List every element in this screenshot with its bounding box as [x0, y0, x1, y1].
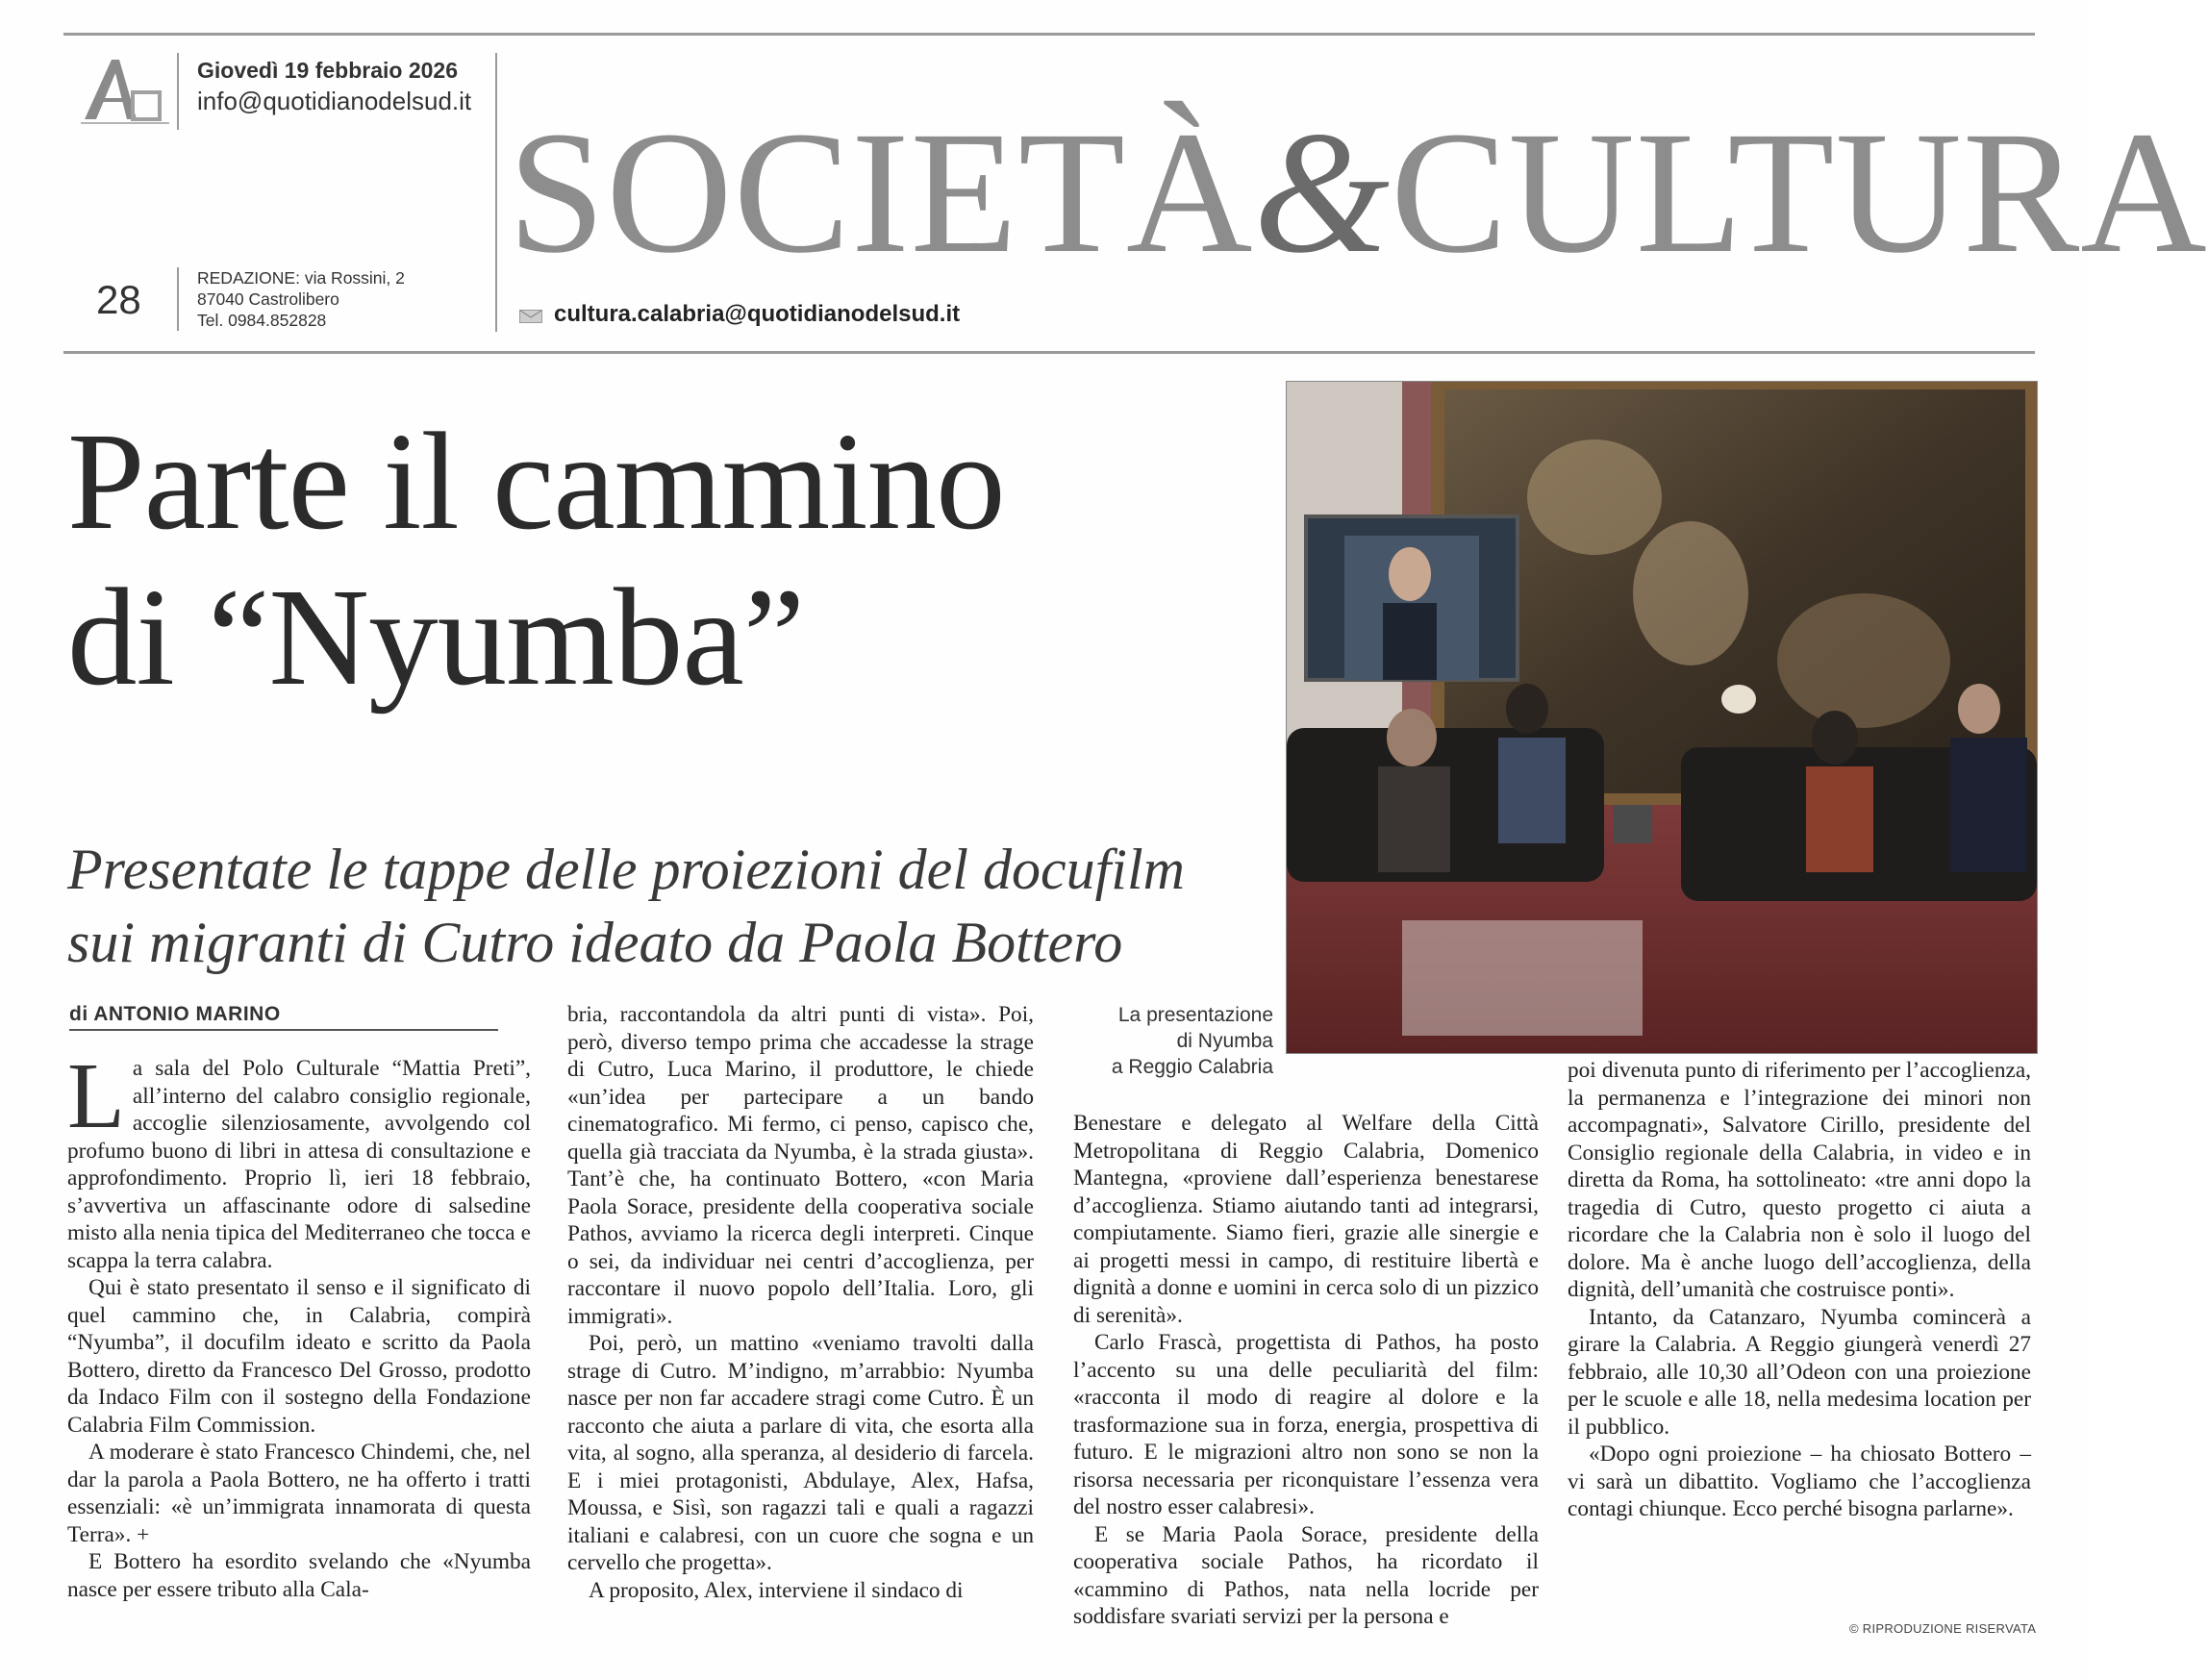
section-title-ampersand: &: [1253, 96, 1392, 289]
article-paragraph: bria, raccontandola da altri punti di vista». Poi, però, diverso tempo prima che accadesse la strage di Cutro, Luca Marino, il produttore, le chiede «un’idea per partecipare a un bando cinematografico. Mi fermo, ci penso, capisco che, quella già tracciata da Nyumba, è la strada giusta». Tant’è che, ha continuato Bottero, «con Maria Paola Sorace, presidente della cooperativa sociale Pathos, avviamo la ricerca degli interpreti. Cinque o sei, da individuar nei centri d’accoglienza, per raccontare il nuovo popolo dell’Italia. Loro, gli immigrati».: [567, 1002, 1034, 1329]
newspaper-email: info@quotidianodelsud.it: [197, 87, 472, 115]
article-photo: [1286, 381, 2038, 1054]
section-title-left: SOCIETÀ: [508, 96, 1254, 289]
subheadline-line-1: Presentate le tappe delle proiezioni del docufilm: [67, 838, 1185, 901]
byline-rule: [69, 1029, 498, 1031]
photo-caption: [1087, 1002, 1273, 1080]
header-vertical-rule-2: [177, 267, 179, 331]
article-paragraph: poi divenuta punto di riferimento per l’accoglienza, la permanenza e l’integrazione dei minori non accompagnati», Salvatore Cirillo, presidente del Consiglio regionale della Calabria, in video e in diretta da Roma, ha sottolineato: «tre anni dopo la tragedia di Cutro, questo progetto ci aiuta a ricordare che la Calabria non è solo il luogo del dolore. Ma è anche luogo dell’accoglienza, della dignità, dell’umanità che costruisce ponti».: [1568, 1058, 2031, 1302]
byline: di ANTONIO MARINO: [69, 1003, 281, 1025]
article-paragraph: «Dopo ogni proiezione – ha chiosato Bottero – vi sarà un dibattito. Vogliamo che l’accoglienza contagi chiunque. Ecco perché bisogna parlarne».: [1568, 1442, 2031, 1521]
header-bottom-rule: [63, 351, 2035, 354]
issue-date: Giovedì 19 febbraio 2026: [197, 58, 459, 83]
section-title: [508, 96, 2208, 289]
subheadline-line-2: sui migranti di Cutro ideato da Paola Bottero: [67, 911, 1123, 974]
paragraph-text: a sala del Polo Culturale “Mattia Preti”, all’interno del calabro consiglio regionale, accoglie silenziosamente, avvolgendo col profumo buono di libri in attesa di consultazione e approfondimento. Proprio lì, ieri 18 febbraio, s’avvertiva un affascinante odore di salsedine misto alla nenia tipica del Mediterraneo che tocca e scappa la terra calabra.: [67, 1056, 531, 1273]
caption-line-3: a Reggio Calabria: [1111, 1056, 1273, 1078]
article-paragraph: Intanto, da Catanzaro, Nyumba comincerà a girare la Calabria. A Reggio giungerà venerdì 27 febbraio, alle 10,30 all’Odeon con una proiezione per le scuole e alle 18, nella medesima location per il pubblico.: [1568, 1304, 2031, 1440]
drop-cap: L: [67, 1044, 125, 1148]
article-paragraph: A proposito, Alex, interviene il sindaco di: [589, 1577, 964, 1603]
article-column-1: [67, 1044, 531, 1603]
article-paragraph: [67, 1044, 531, 1274]
article-paragraph: E se Maria Paola Sorace, presidente della cooperativa sociale Pathos, ha ricordato il «cammino di Pathos, nata nella locride per soddisfare svariati servizi per la persona e: [1073, 1521, 1539, 1629]
redazione-block: [197, 267, 405, 331]
redazione-line-1: REDAZIONE: via Rossini, 2: [197, 268, 405, 288]
top-rule: [63, 33, 2035, 36]
article-column-4: [1568, 1057, 2031, 1523]
section-email: cultura.calabria@quotidianodelsud.it: [554, 301, 961, 327]
headline-line-1: Parte il cammino: [67, 405, 1005, 559]
headline-line-2: di “Nyumba”: [67, 561, 805, 715]
article-paragraph: Poi, però, un mattino «veniamo travolti dalla strage di Cutro. M’indigno, m’arrabbio: Nyumba nasce per non far accadere stragi come Cutro. È un racconto che aiuta a parlare di vita, che esorta alla vita, al sogno, alla speranza, al desiderio di farcela. E i miei protagonisti, Abdulaye, Alex, Hafsa, Moussa, e Sisì, son ragazzi tali e quali a ragazzi italiani e calabresi, con un cuore che sogna e un cervello che progetta».: [567, 1331, 1034, 1575]
article-paragraph: Qui è stato presentato il senso e il significato di quel cammino che, in Calabria, compirà “Nyumba”, il docufilm ideato e scritto da Paola Bottero, diretto da Francesco Del Grosso, prodotto da Indaco Film con il sostegno della Fondazione Calabria Film Commission.: [67, 1275, 531, 1438]
caption-line-1: La presentazione: [1117, 1004, 1273, 1026]
article-column-3: [1073, 1110, 1539, 1631]
subheadline: [67, 833, 1269, 979]
copyright-notice: © RIPRODUZIONE RISERVATA: [1849, 1621, 2037, 1636]
article-paragraph: Carlo Frascà, progettista di Pathos, ha posto l’accento su una delle peculiarità del film: «racconta il modo di reagire al dolore e la trasformazione sua in forza, energia, prospettiva di futuro. E le migrazioni altro non sono se non la risorsa necessaria per riconquistare l’essenza vera del nostro esser calabresi».: [1073, 1330, 1539, 1519]
section-title-right: CULTURA: [1391, 96, 2208, 289]
headline: [67, 404, 1260, 715]
article-paragraph: E Bottero ha esordito svelando che «Nyumba nasce per essere tributo alla Cala-: [67, 1549, 531, 1602]
redazione-line-3: Tel. 0984.852828: [197, 311, 327, 330]
header-vertical-rule-3: [495, 53, 497, 332]
caption-line-2: di Nyumba: [1176, 1030, 1273, 1052]
article-column-2: [567, 1001, 1034, 1604]
article-paragraph: Benestare e delegato al Welfare della Città Metropolitana di Reggio Calabria, Domenico Mantegna, «proviene dall’esperienza benestarese d’accoglienza. Stiamo aiutando tanti ad integrarsi, compiutamente. Siamo fieri, grazie alle sinergie e ai progetti messi in campo, di restituire libertà e dignità a donne e uomini in cerca solo di un pizzico di serenità».: [1073, 1111, 1539, 1328]
newspaper-logo-icon: [77, 50, 173, 127]
redazione-line-2: 87040 Castrolibero: [197, 289, 339, 309]
header-vertical-rule-1: [177, 53, 179, 130]
article-paragraph: A moderare è stato Francesco Chindemi, che, nel dar la parola a Paola Bottero, ne ha offerto i tratti essenziali: «è un’immigrata innamorata di questa Terra». +: [67, 1440, 531, 1547]
page-number: 28: [96, 277, 141, 322]
envelope-icon: [519, 310, 542, 323]
